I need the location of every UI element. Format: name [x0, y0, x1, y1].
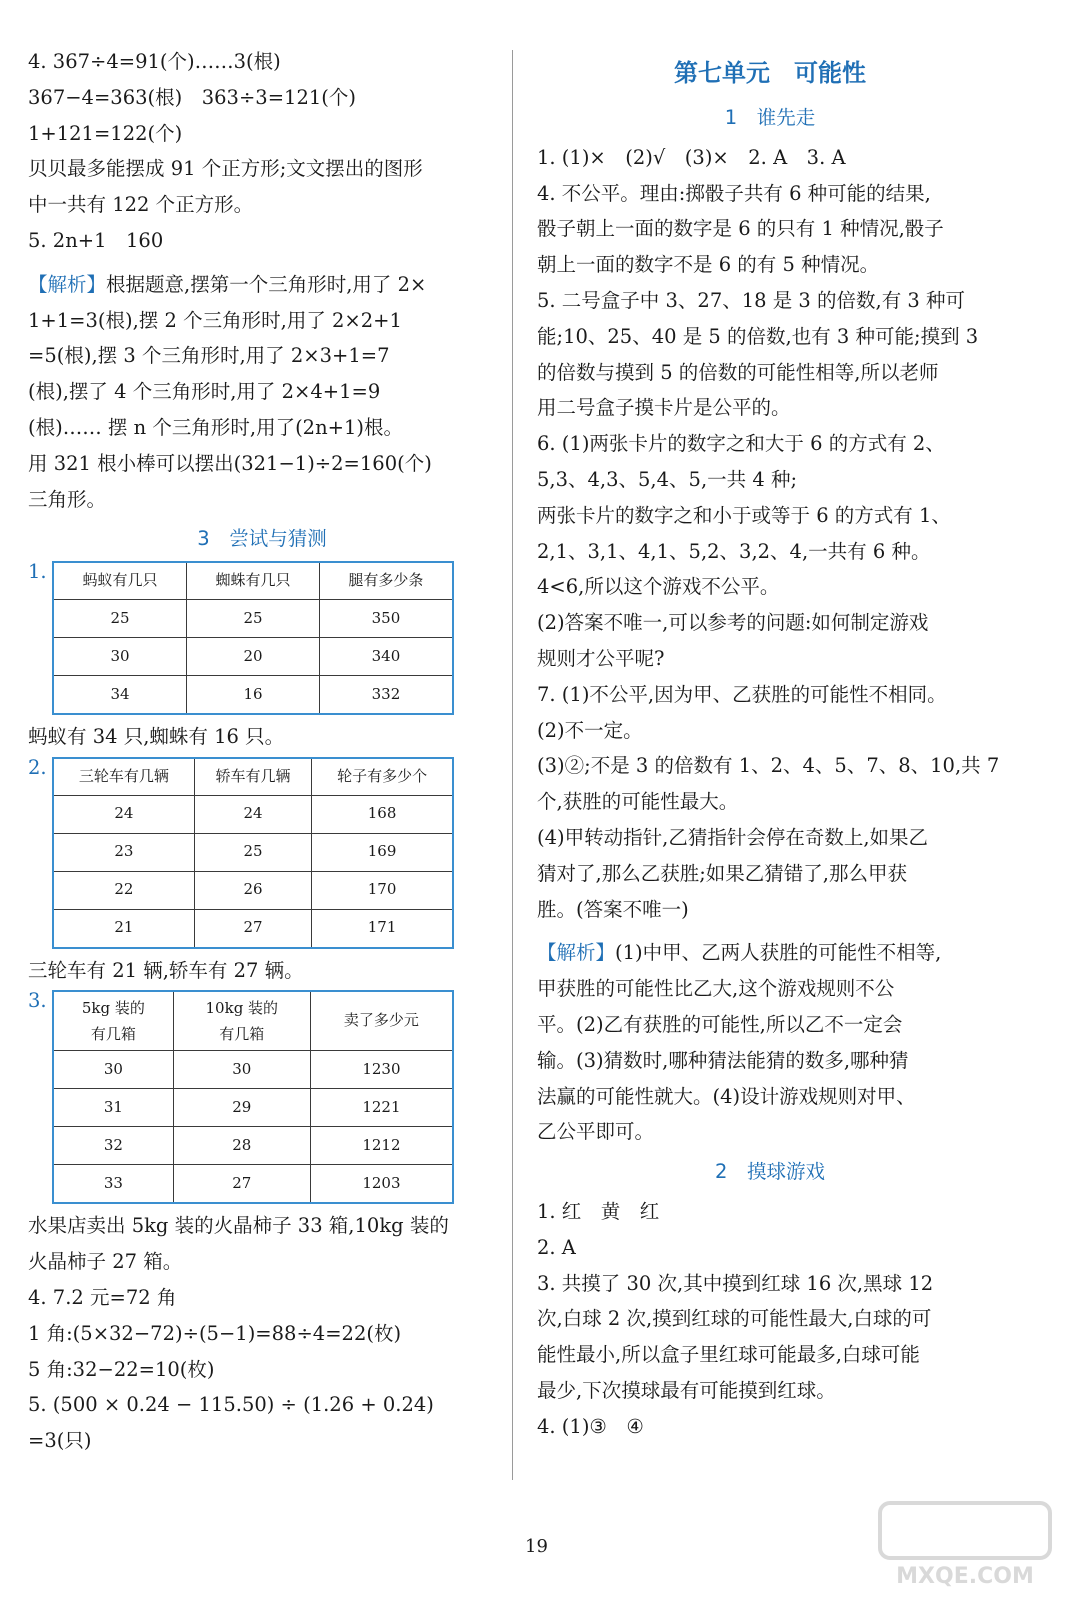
right-column [537, 44, 1003, 1444]
table-cell: 25 [194, 833, 311, 871]
text-line: 用二号盒子摸卡片是公平的。 [537, 396, 791, 420]
table-cell: 16 [187, 675, 320, 714]
text-line: 三轮车有 21 辆,轿车有 27 辆。 [28, 958, 304, 982]
text-line: 次,白球 2 次,摸到红球的可能性最大,白球的可 [537, 1307, 932, 1331]
text-line: (4)甲转动指针,乙猜指针会停在奇数上,如果乙 [537, 825, 929, 849]
text-line: 5. 2n+1 160 [28, 228, 164, 252]
text-line: 3. 共摸了 30 次,其中摸到红球 16 次,黑球 12 [537, 1271, 934, 1295]
table-cell: 23 [53, 833, 194, 871]
table-cell: 33 [53, 1165, 173, 1204]
table-cell: 25 [187, 599, 320, 637]
table-number: 2. [28, 755, 47, 779]
table-header: 10kg 装的 有几箱 [173, 991, 310, 1051]
watermark-text: MXQE.COM [896, 1564, 1034, 1589]
text-line: 的倍数与摸到 5 的倍数的可能性相等,所以老师 [537, 360, 939, 384]
text-line: 6. (1)两张卡片的数字之和大于 6 的方式有 2、 [537, 432, 945, 456]
analysis-line: =5(根),摆 3 个三角形时,用了 2×3+1=7 [28, 344, 390, 368]
table-row [53, 675, 453, 714]
analysis-line: 三角形。 [28, 487, 107, 511]
text-line: 5,3、4,3、5,4、5,一共 4 种; [537, 467, 798, 491]
text-line: 4. 不公平。理由:掷骰子共有 6 种可能的结果, [537, 181, 931, 205]
section-heading: 1 谁先走 [724, 106, 816, 129]
table-row [53, 833, 453, 871]
table-cell: 168 [312, 795, 453, 833]
analysis-tag: 【解析】 [28, 272, 107, 296]
table-header: 三轮车有几辆 [53, 758, 194, 795]
text-line: 4. (1)③ ④ [537, 1414, 644, 1438]
text-line: 蚂蚁有 34 只,蜘蛛有 16 只。 [28, 724, 285, 748]
text-line: 中一共有 122 个正方形。 [28, 193, 254, 217]
text-line: 两张卡片的数字之和小于或等于 6 的方式有 1、 [537, 503, 951, 527]
table-header: 轿车有几辆 [194, 758, 311, 795]
table-1 [52, 561, 454, 715]
table-number: 3. [28, 989, 47, 1013]
text-line: 骰子朝上一面的数字是 6 的只有 1 种情况,骰子 [537, 217, 944, 241]
column-divider [512, 50, 513, 1480]
text-line: 最少,下次摸球最有可能摸到红球。 [537, 1378, 836, 1402]
text-line: 1 角:(5×32−72)÷(5−1)=88÷4=22(枚) [28, 1321, 402, 1345]
table-row [53, 1127, 453, 1165]
text-line: 朝上一面的数字不是 6 的有 5 种情况。 [537, 253, 880, 277]
table-cell: 21 [53, 909, 194, 948]
text-line: 367−4=363(根) 363÷3=121(个) [28, 85, 356, 109]
page-number: 19 [525, 1536, 548, 1557]
text-line: 火晶柿子 27 箱。 [28, 1250, 183, 1274]
table-cell: 27 [194, 909, 311, 948]
table-cell: 24 [53, 795, 194, 833]
table-3 [52, 990, 454, 1204]
table-cell: 332 [319, 675, 453, 714]
table-cell: 350 [319, 599, 453, 637]
text-line: =3(只) [28, 1429, 92, 1453]
text-line: 规则才公平呢? [537, 646, 665, 670]
analysis-line: 乙公平即可。 [537, 1120, 655, 1144]
text-line: 1. (1)× (2)√ (3)× 2. A 3. A [537, 145, 846, 169]
table-header: 蚂蚁有几只 [53, 562, 187, 599]
table-cell: 30 [53, 1051, 173, 1089]
table-cell: 34 [53, 675, 187, 714]
text-line: 5. (500 × 0.24 − 115.50) ÷ (1.26 + 0.24) [28, 1393, 434, 1417]
table-cell: 1221 [310, 1089, 453, 1127]
table-cell: 28 [173, 1127, 310, 1165]
text-line: 7. (1)不公平,因为甲、乙获胜的可能性不相同。 [537, 682, 947, 706]
table-row [53, 1089, 453, 1127]
table-cell: 26 [194, 871, 311, 909]
table-cell: 31 [53, 1089, 173, 1127]
table-cell: 24 [194, 795, 311, 833]
table-cell: 1230 [310, 1051, 453, 1089]
text-line: (2)不一定。 [537, 718, 643, 742]
text-line: 5 角:32−22=10(枚) [28, 1357, 215, 1381]
table-header: 5kg 装的 有几箱 [53, 991, 173, 1051]
text-line: 贝贝最多能摆成 91 个正方形;文文摆出的图形 [28, 157, 423, 181]
text-line: 5. 二号盒子中 3、27、18 是 3 的倍数,有 3 种可 [537, 288, 966, 312]
table-cell: 27 [173, 1165, 310, 1204]
text-line: 胜。(答案不唯一) [537, 897, 689, 921]
table-cell: 171 [312, 909, 453, 948]
table-2-block [28, 757, 496, 949]
text-line: 2. A [537, 1235, 576, 1259]
section-heading: 2 摸球游戏 [715, 1160, 825, 1184]
table-cell: 30 [53, 637, 187, 675]
text-line: 猜对了,那么乙获胜;如果乙猜错了,那么甲获 [537, 861, 907, 885]
table-1-block [28, 561, 496, 715]
table-cell: 25 [53, 599, 187, 637]
text-line: 1+121=122(个) [28, 121, 183, 145]
table-row [53, 1165, 453, 1204]
text-line: 4. 367÷4=91(个)……3(根) [28, 50, 281, 73]
analysis-line: 用 321 根小棒可以摆出(321−1)÷2=160(个) [28, 451, 432, 475]
text-line: 2,1、3,1、4,1、5,2、3,2、4,一共有 6 种。 [537, 539, 931, 563]
table-number: 1. [28, 560, 47, 584]
analysis-line: 输。(3)猜数时,哪种猜法能猜的数多,哪种猜 [537, 1048, 909, 1072]
table-row [53, 909, 453, 948]
table-row [53, 599, 453, 637]
watermark-logo [870, 1495, 1060, 1590]
text-line: 水果店卖出 5kg 装的火晶柿子 33 箱,10kg 装的 [28, 1214, 449, 1238]
table-cell: 20 [187, 637, 320, 675]
table-cell: 30 [173, 1051, 310, 1089]
table-header: 卖了多少元 [310, 991, 453, 1051]
table-cell: 32 [53, 1127, 173, 1165]
table-row [53, 1051, 453, 1089]
table-cell: 170 [312, 871, 453, 909]
text-line: 1. 红 黄 红 [537, 1199, 660, 1223]
table-cell: 1203 [310, 1165, 453, 1204]
table-row [53, 637, 453, 675]
table-cell: 29 [173, 1089, 310, 1127]
table-header: 轮子有多少个 [312, 758, 453, 795]
analysis-line: 平。(2)乙有获胜的可能性,所以乙不一定会 [537, 1012, 903, 1036]
table-cell: 22 [53, 871, 194, 909]
table-3-block [28, 990, 496, 1204]
text-line: 4. 7.2 元=72 角 [28, 1285, 177, 1309]
analysis-line: 法赢的可能性就大。(4)设计游戏规则对甲、 [537, 1084, 916, 1108]
table-row [53, 795, 453, 833]
analysis-line: (根)…… 摆 n 个三角形时,用了(2n+1)根。 [28, 415, 403, 439]
left-column [28, 44, 496, 1459]
analysis-line: (根),摆了 4 个三角形时,用了 2×4+1=9 [28, 380, 381, 404]
text-line: 能;10、25、40 是 5 的倍数,也有 3 种可能;摸到 3 [537, 324, 979, 348]
analysis-line: 【解析】(1)中甲、乙两人获胜的可能性不相等, [537, 941, 942, 965]
text-line: 个,获胜的可能性最大。 [537, 790, 739, 814]
analysis-tag: 【解析】 [537, 941, 616, 965]
table-cell: 340 [319, 637, 453, 675]
table-2 [52, 757, 454, 949]
table-cell: 1212 [310, 1127, 453, 1165]
table-header: 蜘蛛有几只 [187, 562, 320, 599]
text-line: 4<6,所以这个游戏不公平。 [537, 575, 780, 599]
table-row [53, 871, 453, 909]
text-line: (2)答案不唯一,可以参考的问题:如何制定游戏 [537, 611, 929, 635]
table-header: 腿有多少条 [319, 562, 453, 599]
analysis-line: 【解析】根据题意,摆第一个三角形时,用了 2× [28, 272, 427, 296]
text-line: 能性最小,所以盒子里红球可能最多,白球可能 [537, 1343, 920, 1367]
text-line: (3)②;不是 3 的倍数有 1、2、4、5、7、8、10,共 7 [537, 754, 1000, 778]
analysis-line: 1+1=3(根),摆 2 个三角形时,用了 2×2+1 [28, 308, 402, 332]
analysis-line: 甲获胜的可能性比乙大,这个游戏规则不公 [537, 977, 895, 1001]
section-heading: 3 尝试与猜测 [197, 527, 327, 551]
unit-title: 第七单元 可能性 [674, 59, 866, 87]
table-cell: 169 [312, 833, 453, 871]
